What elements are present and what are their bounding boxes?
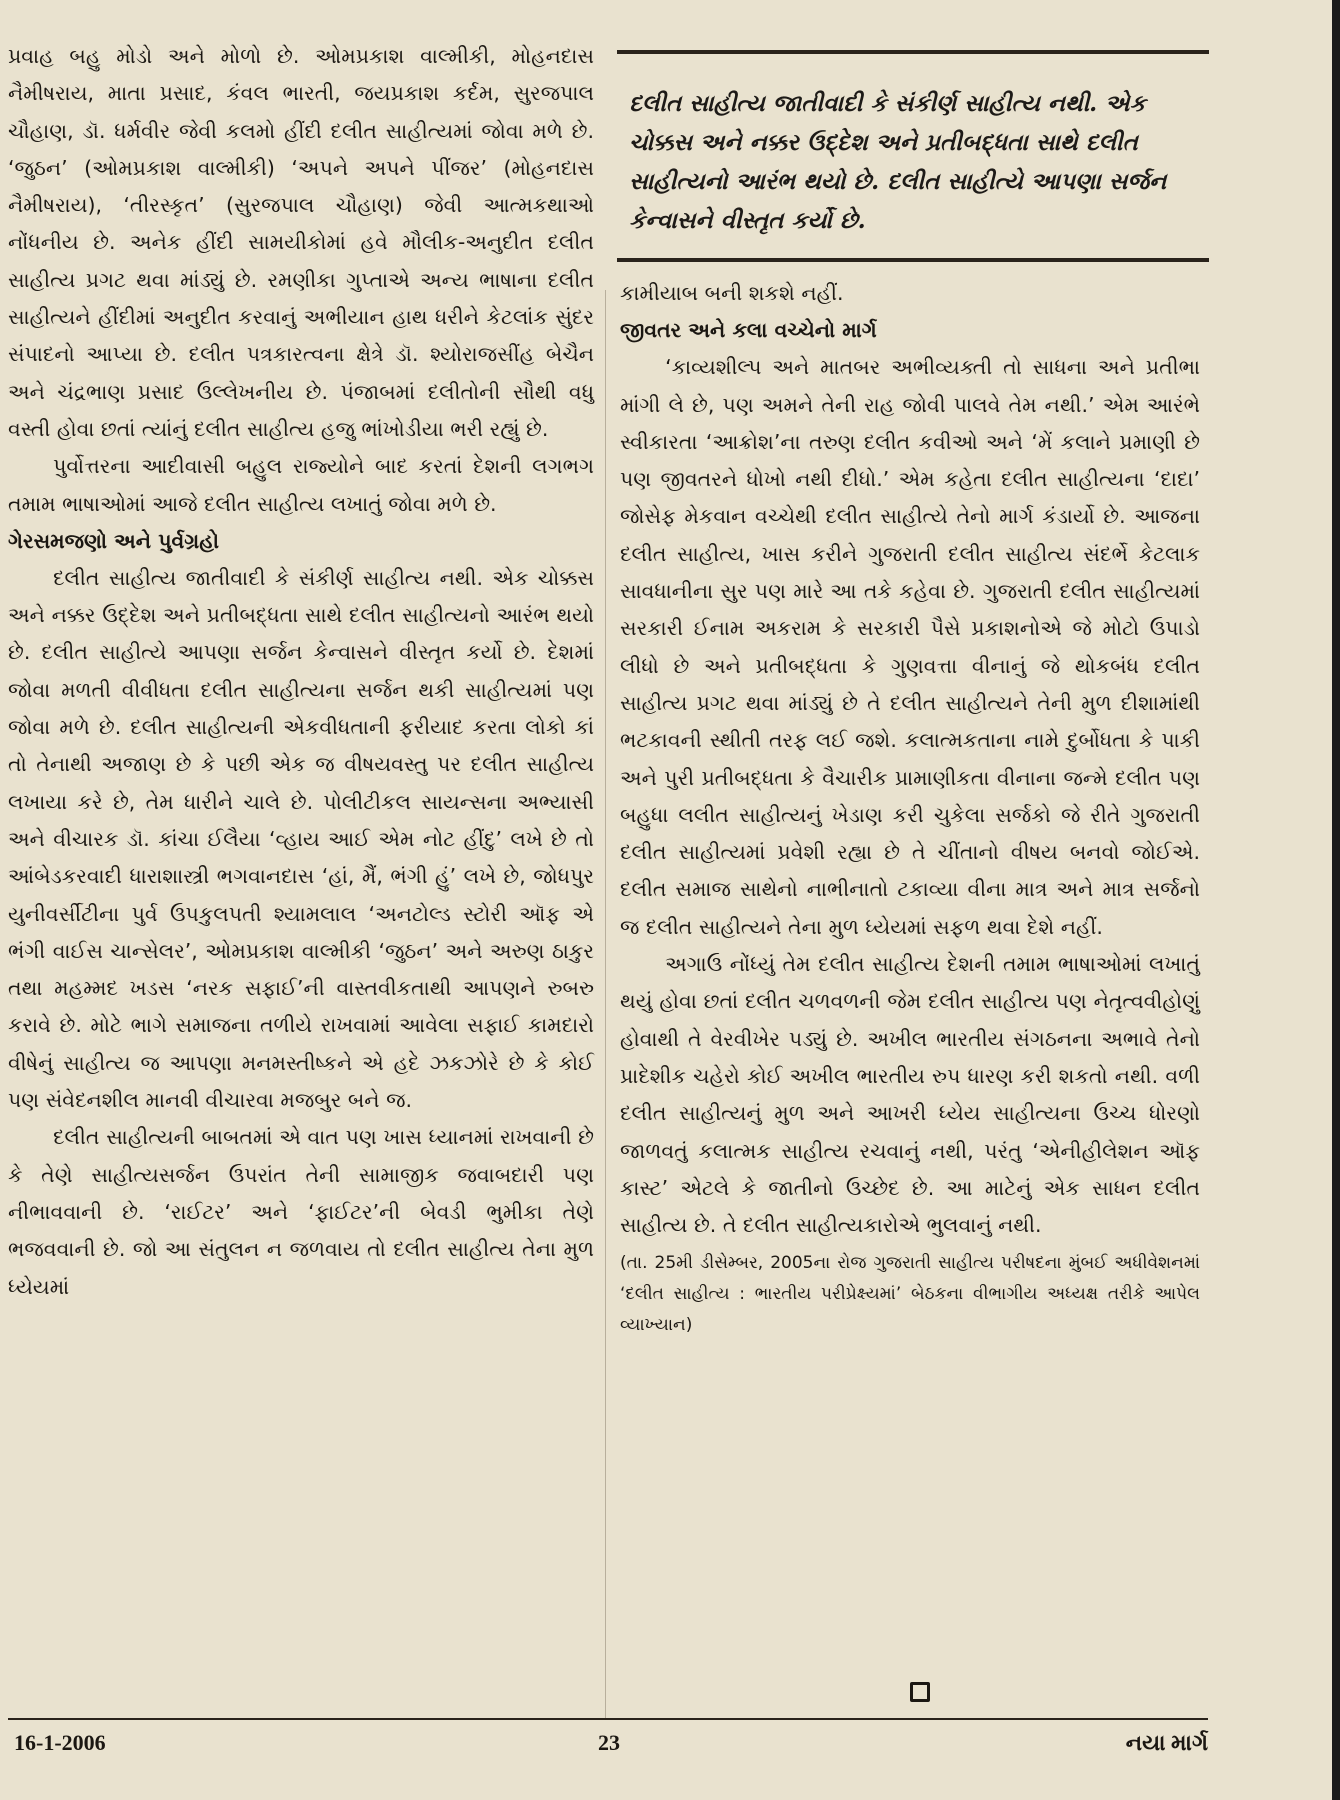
left-paragraph-2: પુર્વોત્તરના આદીવાસી બહુલ રાજ્યોને બાદ કરતાં દેશની લગભગ તમામ ભાષાઓમાં આજે દલીત સાહીત્ય લખાતું જોવા મળે છે. <box>8 454 594 516</box>
column-divider <box>605 290 606 1720</box>
right-paragraph-2: ‘કાવ્યશીલ્પ અને માતબર અભીવ્યક્તી તો સાધના અને પ્રતીભા માંગી લે છે, પણ અમને તેની રાહ જોવી પાલવે તેમ નથી.’ એમ આરંભે સ્વીકારતા ‘આક્રોશ’ના તરુણ દલીત કવીઓ અને ‘મેં કલાને પ્રમાણી છે પણ જીવતરને ધોખો નથી દીધો.’ એમ કહેતા દલીત સાહીત્યના ‘દાદા’ જોસેફ મેકવાન વચ્ચેથી દલીત સાહીત્યે તેનો માર્ગ કંડાર્યો છે. આજના દલીત સાહીત્ય, ખાસ કરીને ગુજરાતી દલીત સાહીત્ય સંદર્ભે કેટલાક સાવધાનીના સુર પણ મારે આ તકે કહેવા છે. ગુજરાતી દલીત સાહીત્યમાં સરકારી ઈનામ અકરામ કે સરકારી પૈસે પ્રકાશનોએ જે મોટો ઉપાડો લીધો છે અને પ્રતીબદ્ધતા કે ગુણવત્તા વીનાનું જે થોકબંધ દલીત સાહીત્ય પ્રગટ થવા માંડ્યું છે તે દલીત સાહીત્યને તેની મુળ દીશામાંથી ભટકાવની સ્થીતી તરફ લઈ જશે. કલાત્મકતાના નામે દુર્બોધતા કે પાકી અને પુરી પ્રતીબદ્ધતા કે વૈચારીક પ્રામાણીકતા વીનાના જન્મે દલીત પણ બહુધા લલીત સાહીત્યનું ખેડાણ કરી ચુકેલા સર્જકો જે રીતે ગુજરાતી દલીત સાહીત્યમાં પ્રવેશી રહ્યા છે તે ચીંતાનો વીષય બનવો જોઈએ. દલીત સમાજ સાથેનો નાભીનાતો ટકાવ્યા વીના માત્ર અને માત્ર સર્જનો જ દલીત સાહીત્યને તેના મુળ ધ્યેયમાં સફળ થવા દેશે નહીં. <box>620 355 1200 939</box>
section-heading-misconceptions: ગેરસમજણો અને પુર્વગ્રહો <box>8 528 219 553</box>
article-end-square-icon <box>910 1682 930 1702</box>
lecture-note: (તા. 25મી ડીસેમ્બર, 2005ના રોજ ગુજરાતી સાહીત્ય પરીષદના મુંબઈ અધીવેશનમાં ‘દલીત સાહીત્ય : ભારતીય પરીપ્રેક્ષ્યમાં’ બેઠકના વીભાગીય અધ્યક્ષ તરીકે આપેલ વ્યાખ્યાન) <box>620 1253 1200 1336</box>
left-paragraph-1: પ્રવાહ બહુ મોડો અને મોળો છે. ઓમપ્રકાશ વાલ્મીકી, મોહનદાસ નૈમીષરાય, માતા પ્રસાદ, કંવલ ભારતી, જયપ્રકાશ કર્દમ, સુરજપાલ ચૌહાણ, ડૉ. ધર્મવીર જેવી કલમો હીંદી દલીત સાહીત્યમાં જોવા મળે છે. ‘જુઠન’ (ઓમપ્રકાશ વાલ્મીકી) ‘અપને અપને પીંજર’ (મોહનદાસ નૈમીષરાય), ‘તીરસ્કૃત’ (સુરજપાલ ચૌહાણ) જેવી આત્મકથાઓ નોંધનીય છે. અનેક હીંદી સામયીકોમાં હવે મૌલીક-અનુદીત દલીત સાહીત્ય પ્રગટ થવા માંડ્યું છે. રમણીકા ગુપ્તાએ અન્ય ભાષાના દલીત સાહીત્યને હીંદીમાં અનુદીત કરવાનું અભીયાન હાથ ધરીને કેટલાંક સુંદર સંપાદનો આપ્યા છે. દલીત પત્રકારત્વના ક્ષેત્રે ડૉ. શ્યોરાજસીંહ બેચૈન અને ચંદ્રભાણ પ્રસાદ ઉલ્લેખનીય છે. પંજાબમાં દલીતોની સૌથી વધુ વસ્તી હોવા છતાં ત્યાંનું દલીત સાહીત્ય હજુ ભાંખોડીયા ભરી રહ્યું છે. <box>8 44 594 441</box>
right-paragraph-3: અગાઉ નોંધ્યું તેમ દલીત સાહીત્ય દેશની તમામ ભાષાઓમાં લખાતું થયું હોવા છતાં દલીત ચળવળની જેમ દલીત સાહીત્ય પણ નેતૃત્વવીહોણું હોવાથી તે વેરવીખેર પડ્યું છે. અખીલ ભારતીય સંગઠનના અભાવે તેનો પ્રાદેશીક ચહેરો કોઈ અખીલ ભારતીય રુપ ધારણ કરી શકતો નથી. વળી દલીત સાહીત્યનું મુળ અને આખરી ધ્યેય સાહીત્યના ઉચ્ચ ધોરણો જાળવતું કલાત્મક સાહીત્ય રચવાનું નથી, પરંતુ ‘એનીહીલેશન ઑફ કાસ્ટ’ એટલે કે જાતીનો ઉચ્છેદ છે. આ માટેનું એક સાધન દલીત સાહીત્ય છે. તે દલીત સાહીત્યકારોએ ભુલવાનું નથી. <box>620 952 1200 1238</box>
footer-date: 16-1-2006 <box>14 1730 106 1755</box>
left-paragraph-3: દલીત સાહીત્ય જાતીવાદી કે સંકીર્ણ સાહીત્ય નથી. એક ચોક્કસ અને નક્કર ઉદ્દેશ અને પ્રતીબદ્ધતા સાથે દલીત સાહીત્યનો આરંભ થયો છે. દલીત સાહીત્યે આપણા સર્જન કેન્વાસને વીસ્તૃત કર્યો છે. દેશમાં જોવા મળતી વીવીધતા દલીત સાહીત્યના સર્જન થકી સાહીત્યમાં પણ જોવા મળે છે. દલીત સાહીત્યની એકવીધતાની ફરીયાદ કરતા લોકો કાં તો તેનાથી અજાણ છે કે પછી એક જ વીષયવસ્તુ પર દલીત સાહીત્ય લખાયા કરે છે, તેમ ધારીને ચાલે છે. પોલીટીકલ સાયન્સના અભ્યાસી અને વીચારક ડૉ. કાંચા ઈલૈયા ‘વ્હાય આઈ એમ નોટ હીંદુ’ લખે છે તો આંબેડકરવાદી ધારાશાસ્ત્રી ભગવાનદાસ ‘હાં, મૈં, ભંગી હું’ લખે છે, જોધપુર યુનીવર્સીટીના પુર્વ ઉપકુલપતી શ્યામલાલ ‘અનટોલ્ડ સ્ટોરી ઑફ એ ભંગી વાઈસ ચાન્સેલર’, ઓમપ્રકાશ વાલ્મીકી ‘જુઠન’ અને અરુણ ઠાકુર તથા મહમ્મદ ખડસ ‘નરક સફાઈ’ની વાસ્તવીકતાથી આપણને રુબરુ કરાવે છે. મોટે ભાગે સમાજના તળીયે રાખવામાં આવેલા સફાઈ કામદારો વીષેનું સાહીત્ય જ આપણા મનમસ્તીષ્કને એ હદે ઝકઝોરે છે કે કોઈ પણ સંવેદનશીલ માનવી વીચારવા મજબુર બને જ. <box>8 565 594 1113</box>
right-paragraph-1: કામીયાબ બની શકશે નહીં. <box>620 281 844 305</box>
magazine-name: નયા માર્ગ <box>1125 1730 1208 1755</box>
page-number: 23 <box>598 1730 620 1755</box>
pull-quote <box>617 50 1209 262</box>
scan-edge <box>1332 0 1340 1800</box>
left-column <box>8 38 594 1306</box>
right-column <box>620 275 1200 1341</box>
pull-quote-bottom-rule <box>617 258 1209 262</box>
section-heading-life-and-art: જીવતર અને કલા વચ્ચેનો માર્ગ <box>620 318 877 343</box>
footer-rule <box>8 1718 1208 1720</box>
pull-quote-text: દલીત સાહીત્ય જાતીવાદી કે સંકીર્ણ સાહીત્ય નથી. એક ચોક્કસ અને નક્કર ઉદ્દેશ અને પ્રતીબદ્ધતા સાથે દલીત સાહીત્યનો આરંભ થયો છે. દલીત સાહીત્યે આપણા સર્જન કેન્વાસને વીસ્તૃત કર્યો છે. <box>629 90 1167 234</box>
left-paragraph-4: દલીત સાહીત્યની બાબતમાં એ વાત પણ ખાસ ધ્યાનમાં રાખવાની છે કે તેણે સાહીત્યસર્જન ઉપરાંત તેની સામાજીક જવાબદારી પણ નીભાવવાની છે. ‘રાઈટર’ અને ‘ફાઈટર’ની બેવડી ભુમીકા તેણે ભજવવાની છે. જો આ સંતુલન ન જળવાય તો દલીત સાહીત્ય તેના મુળ ધ્યેયમાં <box>8 1125 594 1299</box>
